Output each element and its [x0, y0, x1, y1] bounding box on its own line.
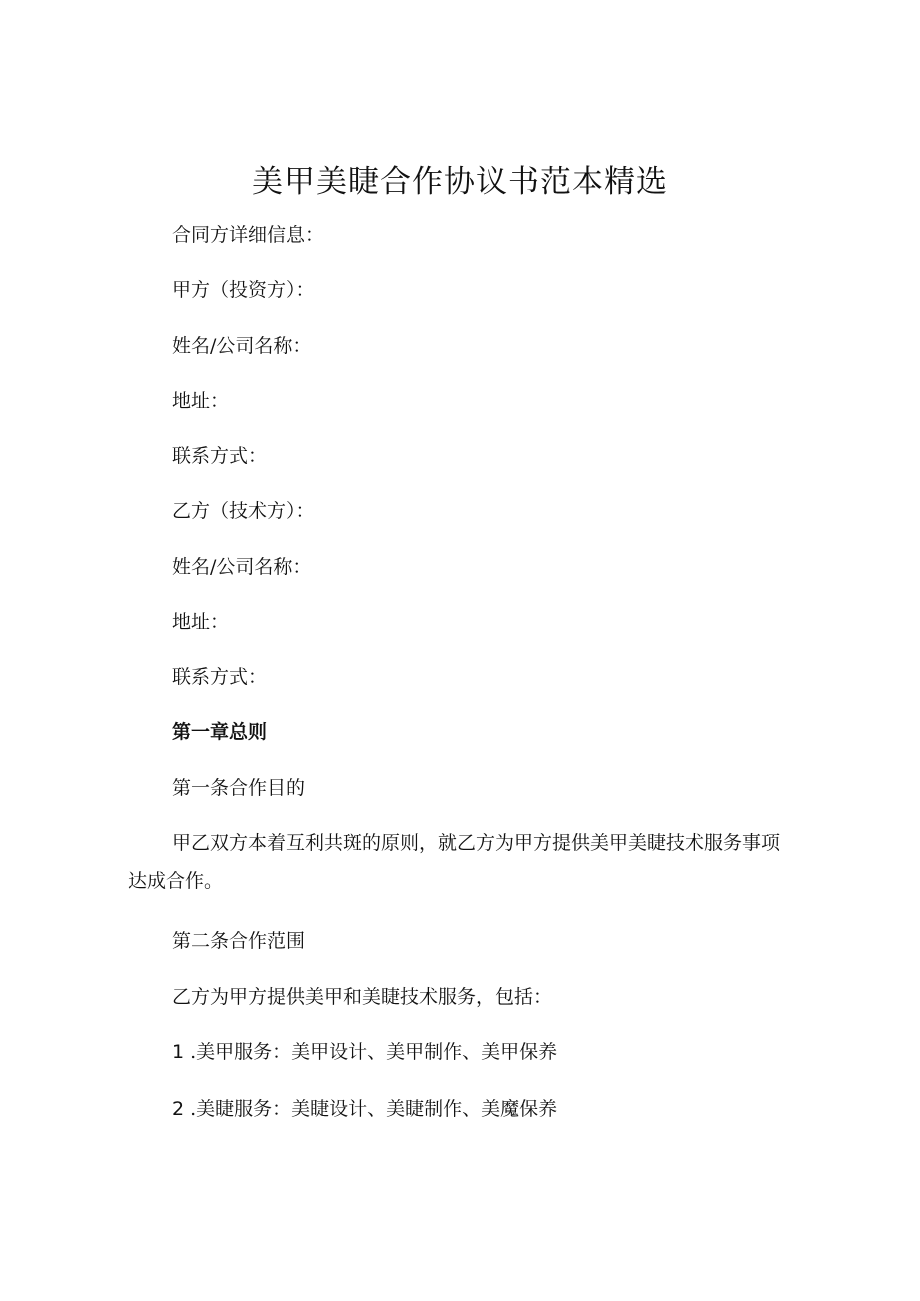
list-item-number: 1	[172, 1041, 185, 1063]
party-b-name-label: 姓名/公司名称：	[172, 556, 312, 578]
party-a-contact-label: 联系方式：	[172, 445, 268, 467]
list-item-number: 2	[172, 1098, 185, 1120]
article-2-intro: 乙方为甲方提供美甲和美睫技术服务，包括：	[172, 986, 553, 1008]
article-1-title: 第一条合作目的	[172, 777, 306, 799]
article-1-body: 甲乙双方本着互利共斑的原则，就乙方为甲方提供美甲美睫技术服务事项达成合作。	[128, 832, 781, 892]
list-item-text: .美睫服务：美睫设计、美睫制作、美魔保养	[190, 1098, 558, 1120]
party-a-address-label: 地址：	[172, 390, 230, 412]
party-b-contact-label: 联系方式：	[172, 666, 268, 688]
party-a-name-label: 姓名/公司名称：	[172, 335, 312, 357]
parties-heading: 合同方详细信息：	[172, 224, 325, 246]
article-2-title: 第二条合作范围	[172, 930, 306, 952]
party-b-heading: 乙方（技术方）：	[172, 500, 315, 522]
party-b-address-label: 地址：	[172, 611, 230, 633]
party-a-heading: 甲方（投资方）：	[172, 279, 315, 301]
document-title: 美甲美睫合作协议书范本精选	[252, 164, 668, 200]
list-item-text: .美甲服务：美甲设计、美甲制作、美甲保养	[190, 1041, 558, 1063]
list-item	[172, 1038, 557, 1066]
chapter-1-title: 第一章总则	[172, 721, 268, 743]
list-item	[172, 1095, 557, 1123]
